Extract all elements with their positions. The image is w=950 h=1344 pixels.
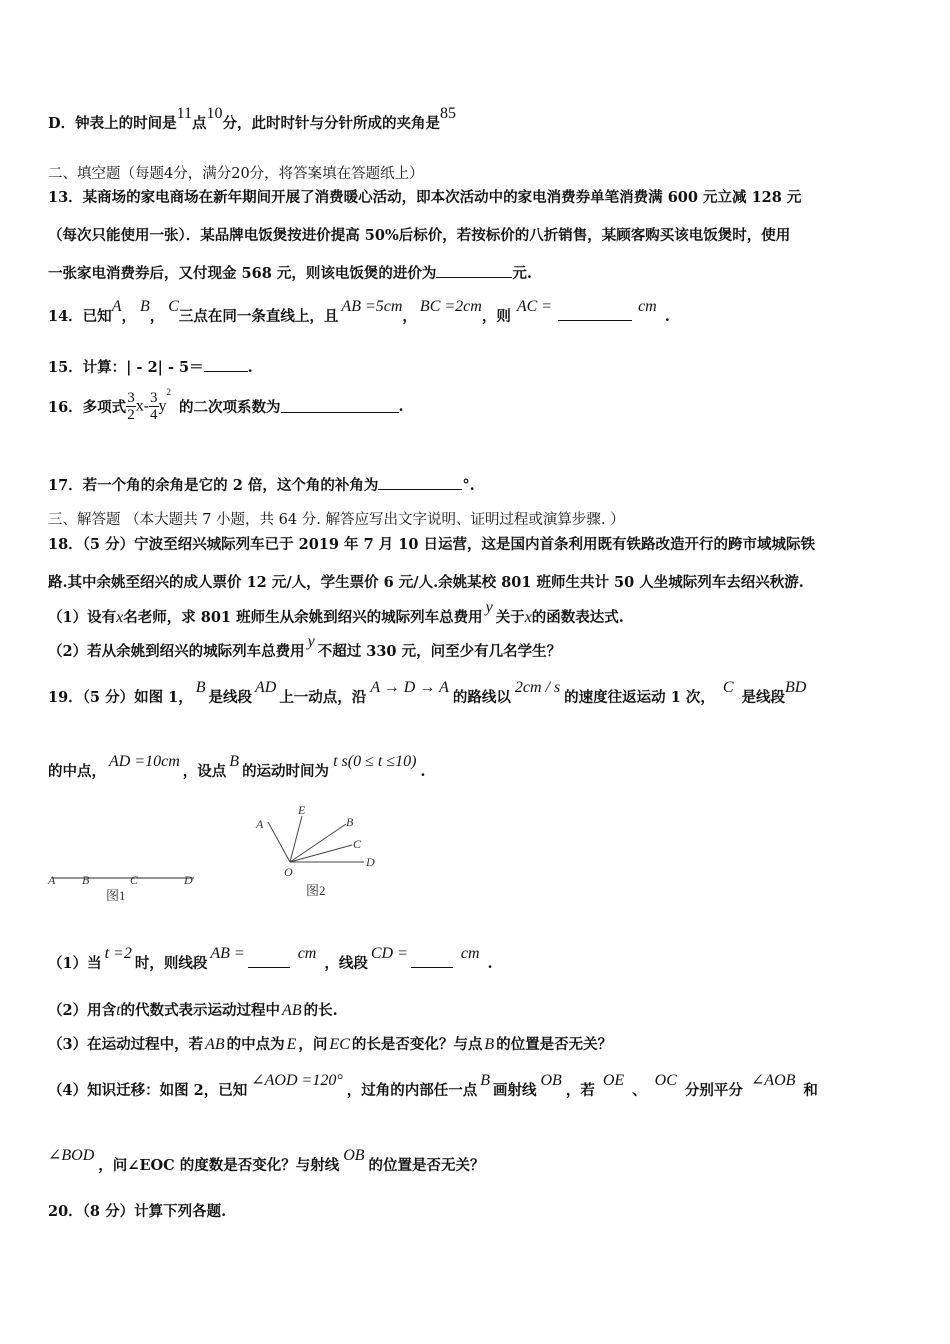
fig2-label-c: C — [353, 837, 362, 851]
option-d: D．钟表上的时间是11点10分，此时时针与分针所成的夹角是85 — [48, 105, 456, 132]
answer-blank — [378, 477, 462, 490]
fig2-label-a: A — [256, 817, 264, 831]
question-19-line2: 的中点，AD =10cm，设点B的运动时间为t s(0 ≤ t ≤10). — [48, 753, 426, 780]
ray-oa — [268, 822, 290, 862]
answer-blank — [281, 400, 399, 413]
question-14: 14．已知A，B，C三点在同一条直线上，且AB =5cm，BC =2cm，则AC = cm. — [48, 298, 670, 325]
question-18-part2: （2）若从余姚到绍兴的城际列车总费用y不超过 330 元，问至少有几名学生？ — [48, 633, 562, 660]
fig2-label-e: E — [298, 803, 306, 817]
fig2-caption: 图2 — [306, 883, 326, 898]
question-18-line2: 路.其中余姚至绍兴的成人票价 12 元/人，学生票价 6 元/人.余姚某校 801 班师生共计 50 人坐城际列车去绍兴秋游. — [48, 574, 804, 591]
question-18-part1: （1）设有x名老师，求 801 班师生从余姚到绍兴的城际列车总费用y关于x的函数表达式. — [48, 599, 624, 626]
answer-blank — [248, 955, 290, 968]
section-2-title: 二、填空题（每题4分，满分20分，将答案填在答题纸上） — [48, 166, 424, 182]
question-13-line3: 一张家电消费券后，又付现金 568 元，则该电饭煲的进价为 元. — [48, 265, 532, 282]
fig1-label-c: C — [130, 873, 139, 887]
answer-blank — [436, 265, 512, 278]
figure-2 — [246, 800, 386, 900]
question-13-line1: 13．某商场的家电商场在新年期间开展了消费暖心活动，即本次活动中的家电消费券单笔消费满 600 元立减 128 元 — [48, 189, 802, 206]
ray-oc — [290, 845, 352, 862]
question-19-line1: 19．（5 分）如图 1，B是线段AD上一动点，沿A → D → A的路线以2cm / s的速度往返运动 1 次，C是线段BD — [48, 679, 807, 706]
fig2-label-d: D — [366, 855, 375, 869]
answer-blank — [204, 359, 248, 372]
question-16: 16．多项式 $\frac{3}{2}$ x- $\frac{3}{4}$ $y^2$的二次项系数为 . — [48, 386, 404, 423]
question-17: 17．若一个角的余角是它的 2 倍，这个角的补角为 °. — [48, 477, 475, 494]
question-19-part4: （4）知识迁移：如图 2，已知∠AOD =120°，过角的内部任一点B画射线OB，若OE、OC分别平分∠AOB和 — [48, 1072, 818, 1099]
question-15: 15．计算：| - 2| - 5＝ . — [48, 359, 253, 376]
question-18-line1: 18．（5 分）宁波至绍兴城际列车已于 2019 年 7 月 10 日运营，这是国内首条利用既有铁路改造开行的跨市域城际铁 — [48, 536, 815, 553]
fig1-label-a: A — [48, 873, 56, 887]
section-3-title: 三、解答题 （本大题共 7 小题，共 64 分. 解答应写出文字说明、证明过程或演算步骤. ） — [48, 512, 625, 528]
question-13-line2: （每次只能使用一张）．某品牌电饭煲按进价提高 50%后标价，若按标价的八折销售，某顾客购买该电饭煲时，使用 — [48, 227, 791, 244]
fraction-3-2: $\frac{3}{2}$ — [127, 390, 135, 423]
fig1-caption: 图1 — [106, 888, 126, 903]
question-19-part3: （3）在运动过程中，若 AB 的中点为 E ，问 EC 的长是否变化？与点 B 的位置是否无关？ — [48, 1036, 613, 1053]
question-19-part4-cont: ∠BOD，问∠EOC 的度数是否变化？与射线OB的位置是否无关？ — [48, 1147, 485, 1174]
fig1-label-b: B — [82, 873, 90, 887]
question-19-part1: （1）当t =2时，则线段AB = cm，线段CD = cm. — [48, 945, 493, 972]
answer-blank — [411, 955, 453, 968]
fig2-label-b: B — [346, 815, 354, 829]
question-19-part2: （2）用含t的代数式表示运动过程中 AB 的长. — [48, 1002, 338, 1019]
figure-1 — [44, 860, 204, 910]
answer-blank — [558, 308, 632, 321]
fig2-label-o: O — [284, 865, 293, 879]
question-20: 20．（8 分）计算下列各题. — [48, 1203, 227, 1220]
fig1-label-d: D — [184, 873, 193, 887]
fraction-3-4: $\frac{3}{4}$ — [150, 390, 158, 423]
